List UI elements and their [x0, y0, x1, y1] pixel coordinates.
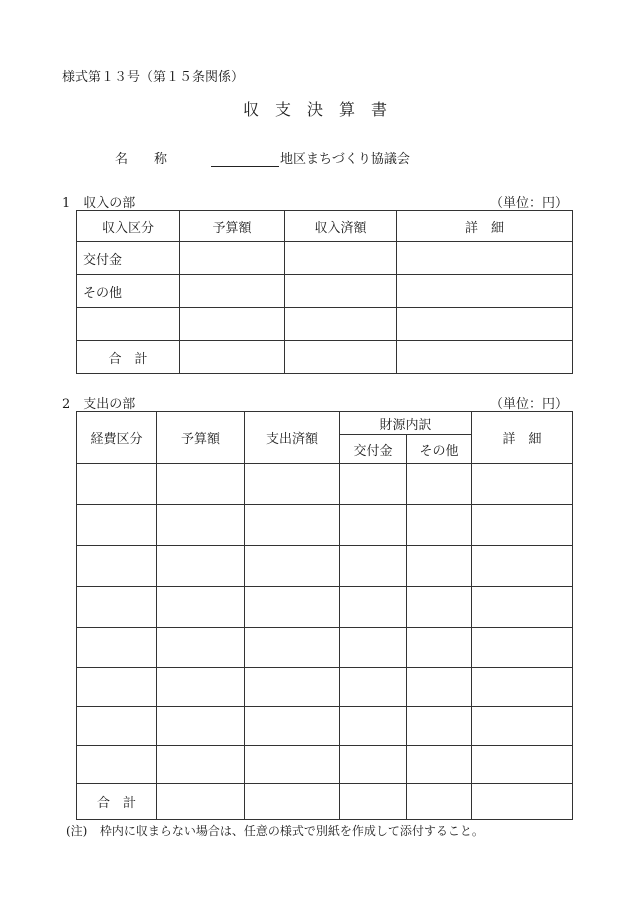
income-row-other [77, 275, 573, 308]
income-row-label[interactable] [77, 308, 180, 341]
expense-header-grant: 交付金 [340, 435, 407, 464]
expense-cell[interactable] [407, 628, 472, 668]
expense-cell[interactable] [157, 505, 245, 546]
income-section-title: 1 収入の部 [62, 196, 136, 211]
expense-cell[interactable] [340, 784, 407, 820]
footnote-key: (注) [66, 824, 88, 838]
expense-row [77, 546, 573, 587]
expense-cell[interactable] [472, 784, 573, 820]
name-suffix: 地区まちづくり協議会 [280, 152, 410, 167]
expense-cell[interactable] [245, 707, 340, 746]
expense-cell[interactable] [245, 546, 340, 587]
income-cell[interactable] [180, 308, 285, 341]
expense-cell[interactable] [157, 628, 245, 668]
form-number: 様式第１３号（第１５条関係） [62, 70, 245, 85]
expense-cell[interactable] [245, 628, 340, 668]
income-cell[interactable] [180, 275, 285, 308]
name-label: 名 称 [115, 152, 168, 167]
income-row-label: その他 [77, 275, 180, 308]
expense-cell[interactable] [407, 546, 472, 587]
expense-cell[interactable] [245, 784, 340, 820]
income-header-detail: 詳 細 [397, 211, 573, 242]
expense-cell[interactable] [245, 587, 340, 628]
expense-cell[interactable] [340, 668, 407, 707]
expense-cell[interactable] [77, 746, 157, 784]
expense-cell[interactable] [77, 505, 157, 546]
expense-cell[interactable] [77, 546, 157, 587]
expense-cell[interactable] [157, 587, 245, 628]
expense-cell[interactable] [472, 746, 573, 784]
income-cell[interactable] [285, 341, 397, 374]
expense-cell[interactable] [77, 707, 157, 746]
expense-cell[interactable] [340, 546, 407, 587]
expense-cell[interactable] [407, 746, 472, 784]
expense-header-detail: 詳 細 [472, 412, 573, 464]
expense-cell[interactable] [245, 464, 340, 505]
expense-cell[interactable] [157, 707, 245, 746]
expense-header-spent: 支出済額 [245, 412, 340, 464]
expense-cell[interactable] [407, 668, 472, 707]
expense-cell[interactable] [157, 546, 245, 587]
expense-cell[interactable] [407, 707, 472, 746]
expense-header-category: 経費区分 [77, 412, 157, 464]
income-cell[interactable] [397, 242, 573, 275]
expense-cell[interactable] [245, 668, 340, 707]
expense-table [76, 411, 573, 820]
expense-cell[interactable] [77, 628, 157, 668]
income-row-blank [77, 308, 573, 341]
name-blank-line[interactable] [211, 153, 279, 167]
income-unit: （単位：円） [489, 196, 568, 211]
expense-row [77, 668, 573, 707]
expense-cell[interactable] [472, 587, 573, 628]
expense-cell[interactable] [340, 464, 407, 505]
income-cell[interactable] [397, 275, 573, 308]
expense-cell[interactable] [472, 464, 573, 505]
footnote-text: 枠内に収まらない場合は、任意の様式で別紙を作成して添付すること。 [99, 824, 484, 838]
income-cell[interactable] [285, 308, 397, 341]
expense-row [77, 464, 573, 505]
expense-cell[interactable] [407, 505, 472, 546]
expense-cell[interactable] [472, 505, 573, 546]
income-cell[interactable] [180, 242, 285, 275]
expense-cell[interactable] [77, 464, 157, 505]
expense-cell[interactable] [472, 628, 573, 668]
income-cell[interactable] [397, 308, 573, 341]
expense-cell[interactable] [157, 464, 245, 505]
expense-total-label: 合 計 [77, 784, 157, 820]
expense-cell[interactable] [407, 587, 472, 628]
income-total-label: 合 計 [77, 341, 180, 374]
expense-cell[interactable] [157, 668, 245, 707]
expense-cell[interactable] [340, 628, 407, 668]
expense-cell[interactable] [157, 746, 245, 784]
expense-cell[interactable] [77, 587, 157, 628]
expense-cell[interactable] [472, 707, 573, 746]
income-table [76, 210, 573, 374]
expense-row [77, 746, 573, 784]
name-value [211, 148, 410, 167]
expense-cell[interactable] [245, 505, 340, 546]
income-header-category: 収入区分 [77, 211, 180, 242]
expense-cell[interactable] [472, 668, 573, 707]
document-title: 収 支 決 算 書 [242, 100, 387, 119]
income-row-label: 交付金 [77, 242, 180, 275]
income-row-grant [77, 242, 573, 275]
income-header-row [77, 211, 573, 242]
expense-cell[interactable] [157, 784, 245, 820]
expense-cell[interactable] [407, 784, 472, 820]
footnote [66, 822, 484, 839]
income-cell[interactable] [285, 242, 397, 275]
expense-row-total [77, 784, 573, 820]
income-header-budget: 予算額 [180, 211, 285, 242]
expense-cell[interactable] [77, 668, 157, 707]
income-cell[interactable] [285, 275, 397, 308]
expense-header-row-1 [77, 412, 573, 435]
expense-cell[interactable] [340, 746, 407, 784]
income-cell[interactable] [397, 341, 573, 374]
expense-row [77, 505, 573, 546]
expense-row [77, 628, 573, 668]
expense-row [77, 707, 573, 746]
expense-header-budget: 予算額 [157, 412, 245, 464]
expense-cell[interactable] [245, 746, 340, 784]
expense-section-title: 2 支出の部 [62, 397, 136, 412]
income-header-received: 収入済額 [285, 211, 397, 242]
expense-cell[interactable] [340, 707, 407, 746]
expense-cell[interactable] [407, 464, 472, 505]
expense-cell[interactable] [340, 587, 407, 628]
expense-cell[interactable] [472, 546, 573, 587]
expense-header-other: その他 [407, 435, 472, 464]
expense-row [77, 587, 573, 628]
expense-cell[interactable] [340, 505, 407, 546]
income-cell[interactable] [180, 341, 285, 374]
expense-header-funding: 財源内訳 [340, 412, 472, 435]
income-row-total [77, 341, 573, 374]
expense-unit: （単位：円） [489, 397, 568, 412]
